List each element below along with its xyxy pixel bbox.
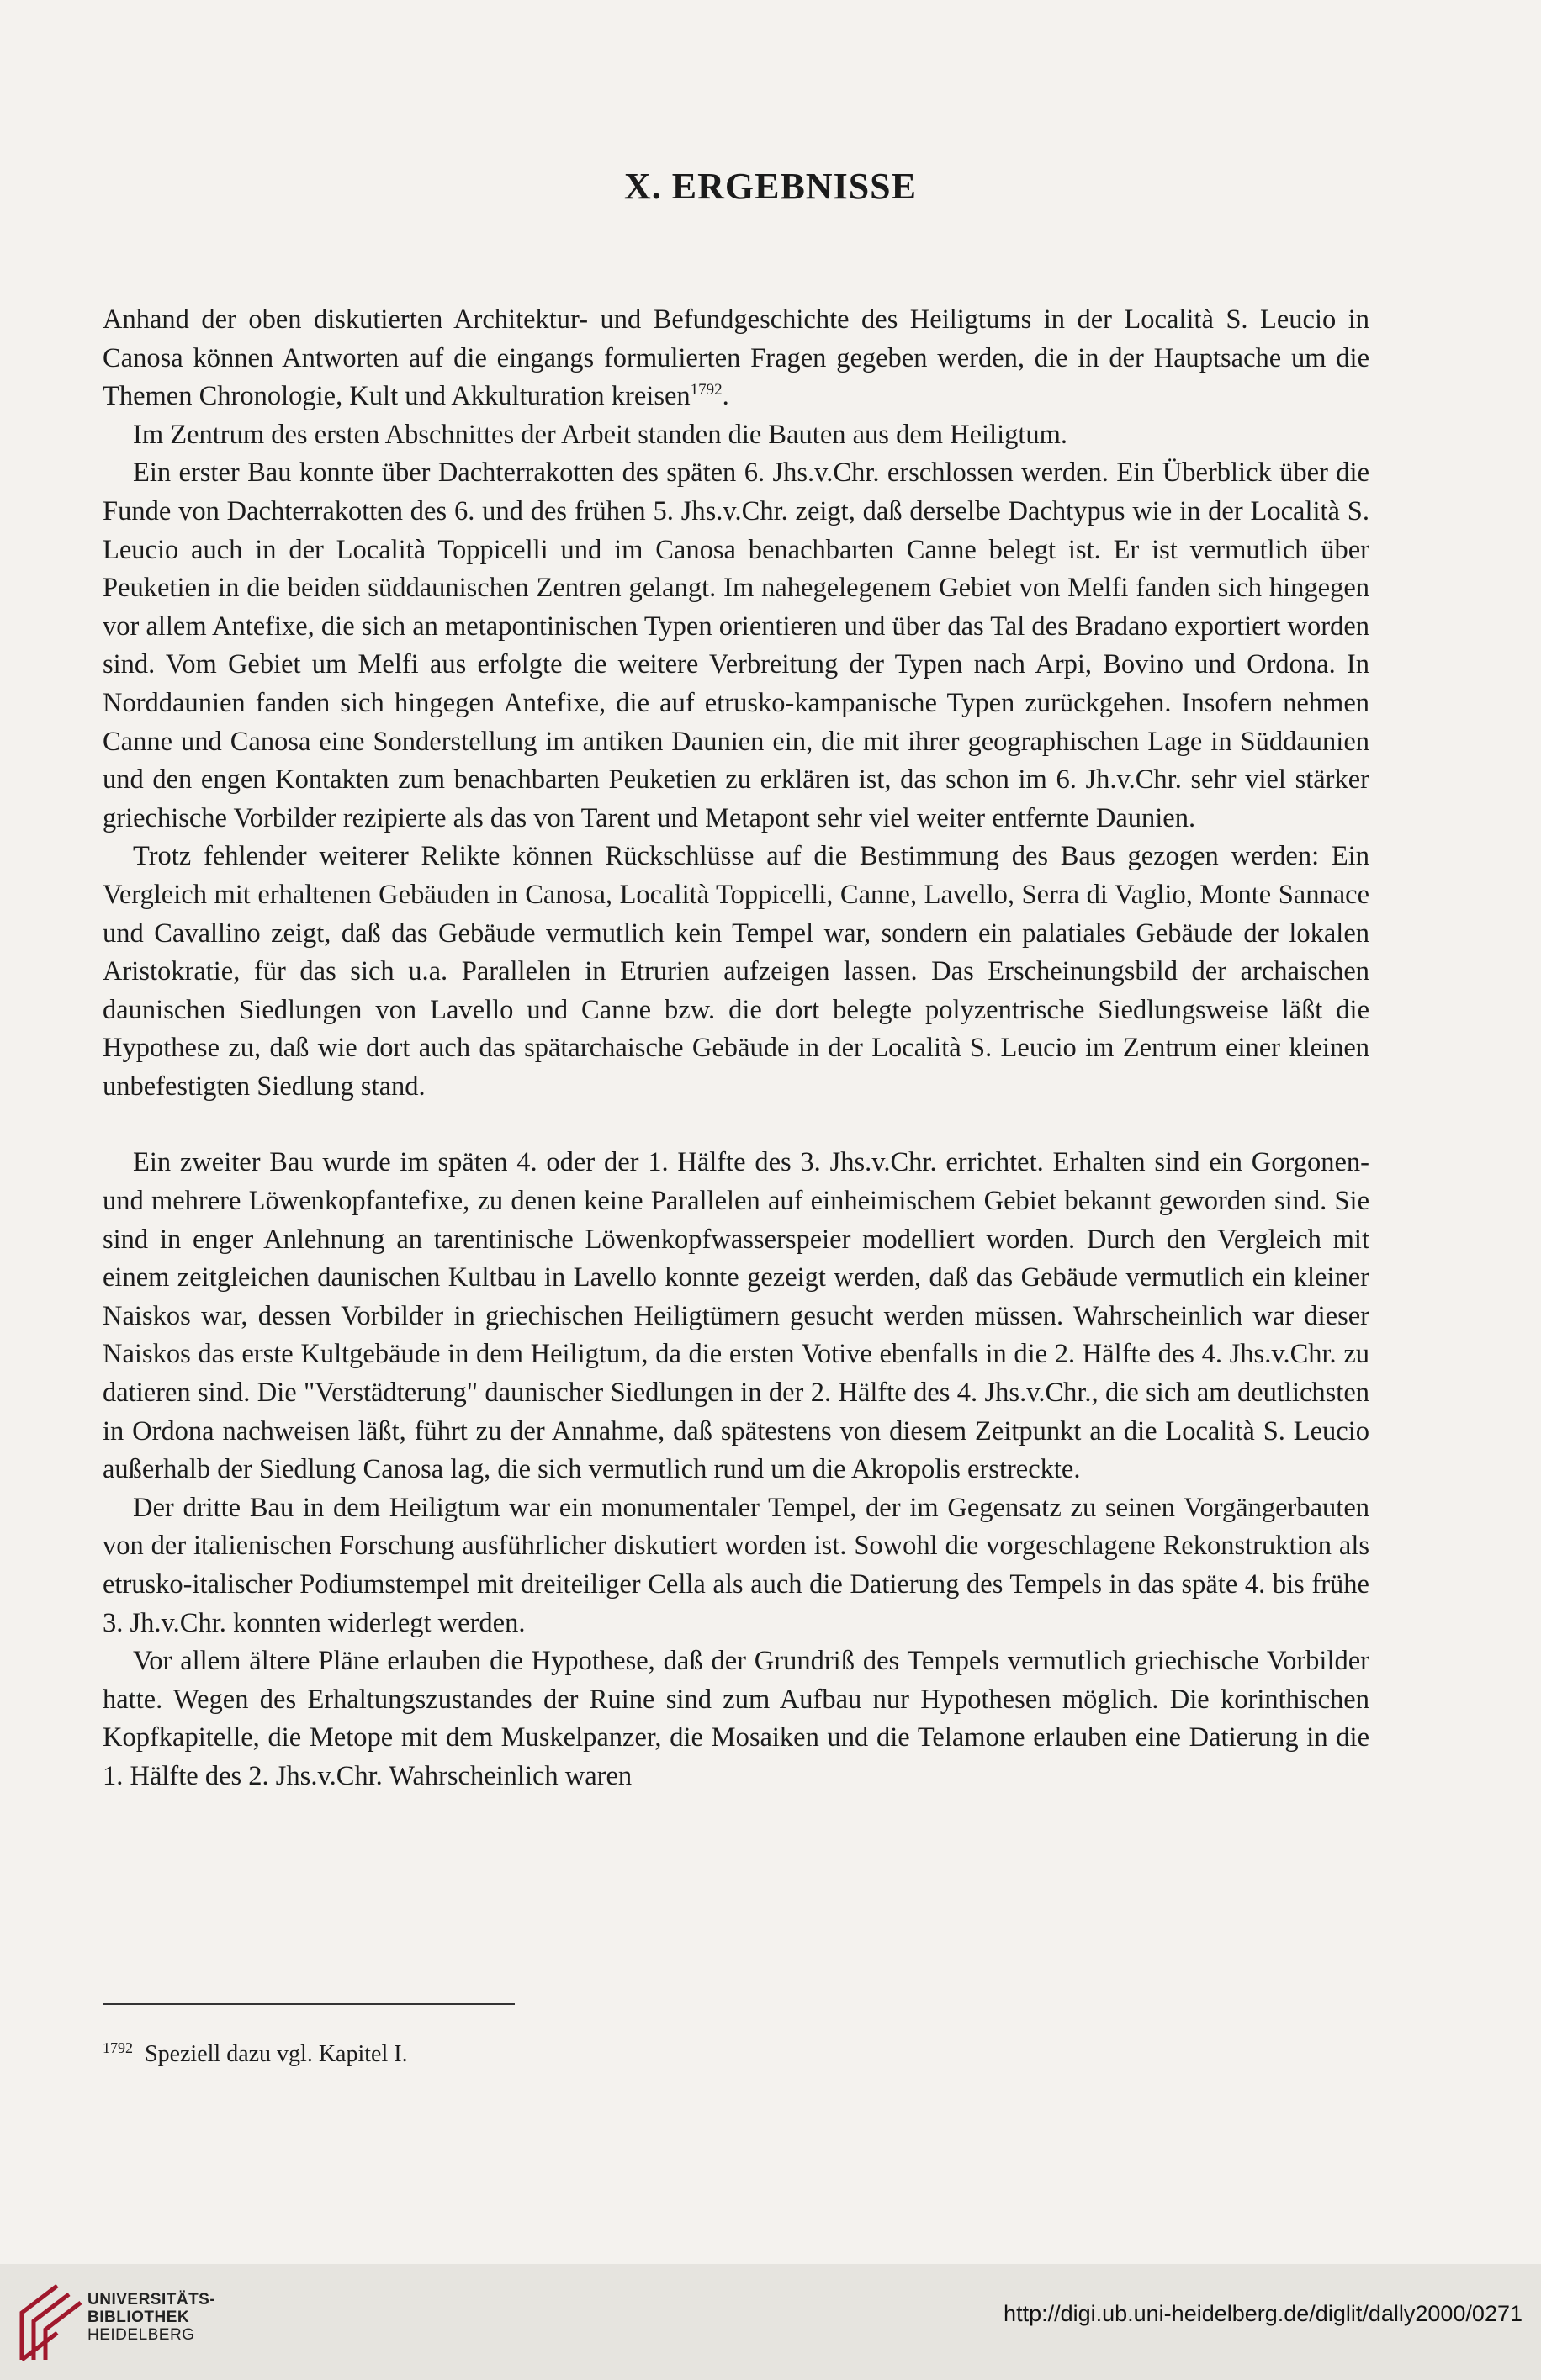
footnote-divider: [103, 2003, 515, 2005]
paragraph-4: Trotz fehlender weiterer Relikte können Rückschlüsse auf die Bestimmung des Baus gezogen werden: Ein Vergleich mit erhaltenen Gebäuden in Canosa, Località Toppicelli, Canne, Lavello, Serra di Vaglio, Monte Sannace und Cavallino zeigt, daß das Gebäude vermutlich kein Tempel war, sondern ein palatiales Gebäude der lokalen Aristokratie, für das sich u.a. Parallelen in Etrurien aufzeigen lassen. Das Erscheinungsbild der archaischen daunischen Siedlungen von Lavello und Canne bzw. die dort belegte polyzentrische Siedlungsweise läßt die Hypothese zu, daß wie dort auch das spätarchaische Gebäude in der Località S. Leucio im Zentrum einer kleinen unbefestigten Siedlung stand.: [103, 841, 1369, 1102]
footnote-text: Speziell dazu vgl. Kapitel I.: [145, 2041, 408, 2067]
paragraph-5: Ein zweiter Bau wurde im späten 4. oder der 1. Hälfte des 3. Jhs.v.Chr. errichtet. Erhalten sind ein Gorgonen- und mehrere Löwenkopfantefixe, zu denen keine Parallelen auf einheimischem Gebiet bekannt geworden sind. Sie sind in enger Anlehnung an tarentinische Löwenkopfwasserspeier modelliert worden. Durch den Vergleich mit einem zeitgleichen daunischen Kultbau in Lavello konnte gezeigt werden, daß das Gebäude vermutlich ein kleiner Naiskos war, dessen Vorbilder in griechischen Heiligtümern gesucht werden müssen. Wahrscheinlich war dieser Naiskos das erste Kultgebäude in dem Heiligtum, da die ersten Votive ebenfalls in die 2. Hälfte des 4. Jhs.v.Chr. zu datieren sind. Die "Verstädterung" daunischer Siedlungen in der 2. Hälfte des 4. Jhs.v.Chr., die sich am deutlichsten in Ordona nachweisen läßt, führt zu der Annahme, daß spätestens von diesem Zeitpunkt an die Località S. Leucio außerhalb der Siedlung Canosa lag, die sich vermutlich rund um die Akropolis erstreckte.: [103, 1147, 1369, 1485]
body-text: [103, 301, 1369, 1796]
library-name-line1: UNIVERSITÄTS-: [87, 2291, 216, 2309]
library-name: [87, 2291, 215, 2344]
library-logo-icon: [13, 2279, 98, 2368]
paragraph-6: Der dritte Bau in dem Heiligtum war ein monumentaler Tempel, der im Gegensatz zu seinen Vorgängerbauten von der italienischen Forschung ausführlicher diskutiert worden ist. Sowohl die vorgeschlagene Rekonstruktion als etrusko-italischer Podiumstempel mit dreiteiliger Cella als auch die Datierung des Tempels in das späte 4. bis frühe 3. Jh.v.Chr. konnten widerlegt werden.: [103, 1492, 1369, 1638]
footnote-number: 1792: [103, 2039, 133, 2056]
library-name-line3: HEIDELBERG: [87, 2326, 195, 2344]
paragraph-3: Ein erster Bau konnte über Dachterrakotten des späten 6. Jhs.v.Chr. erschlossen werden. Ein Überblick über die Funde von Dachterrakotten des 6. und des frühen 5. Jhs.v.Chr. zeigt, daß derselbe Dachtypus wie in der Località S. Leucio auch in der Località Toppicelli und im Canosa benachbarten Canne belegt ist. Er ist vermutlich über Peuketien in die beiden süddaunischen Zentren gelangt. Im nahegelegenem Gebiet von Melfi fanden sich hingegen vor allem Antefixe, die sich an metapontinischen Typen orientieren und über das Tal des Bradano exportiert worden sind. Vom Gebiet um Melfi aus erfolgte die weitere Verbreitung der Typen nach Arpi, Bovino und Ordona. In Norddaunien fanden sich hingegen Antefixe, die auf etrusko-kampanische Typen zurückgehen. Insofern nehmen Canne und Canosa eine Sonderstellung im antiken Daunien ein, die mit ihrer geographischen Lage in Süddaunien und den engen Kontakten zum benachbarten Peuketien zu erklären ist, das schon im 6. Jh.v.Chr. sehr viel stärker griechische Vorbilder rezipierte als das von Tarent und Metapont sehr viel weiter entfernte Daunien.: [103, 457, 1369, 833]
footnote: [103, 2040, 408, 2069]
paragraph-1-end: .: [722, 381, 729, 412]
paragraph-7: Vor allem ältere Pläne erlauben die Hypothese, daß der Grundriß des Tempels vermutlich griechische Vorbilder hatte. Wegen des Erhaltungszustandes der Ruine sind zum Aufbau nur Hypothesen möglich. Die korinthischen Kopfkapitelle, die Metope mit dem Muskelpanzer, die Mosaiken und die Telamone erlauben eine Datierung in die 1. Hälfte des 2. Jhs.v.Chr. Wahrscheinlich waren: [103, 1646, 1369, 1791]
footnote-reference[interactable]: 1792: [690, 381, 723, 399]
paragraph-2: Im Zentrum des ersten Abschnittes der Arbeit standen die Bauten aus dem Heiligtum.: [133, 419, 1068, 450]
chapter-title: X. ERGEBNISSE: [623, 166, 917, 207]
paragraph-1: [103, 301, 1369, 416]
source-url-link[interactable]: http://digi.ub.uni-heidelberg.de/diglit/dally2000/0271: [1004, 2301, 1522, 2326]
paragraph-1-text: Anhand der oben diskutierten Architektur- und Befundgeschichte des Heiligtums in der Località S. Leucio in Canosa können Antworten auf die eingangs formulierten Fragen gegeben werden, die in der Hauptsache um die Themen Chronologie, Kult und Akkulturation kreisen: [103, 304, 1369, 412]
library-name-line2: BIBLIOTHEK: [87, 2309, 190, 2326]
library-footer: [0, 2264, 1541, 2380]
